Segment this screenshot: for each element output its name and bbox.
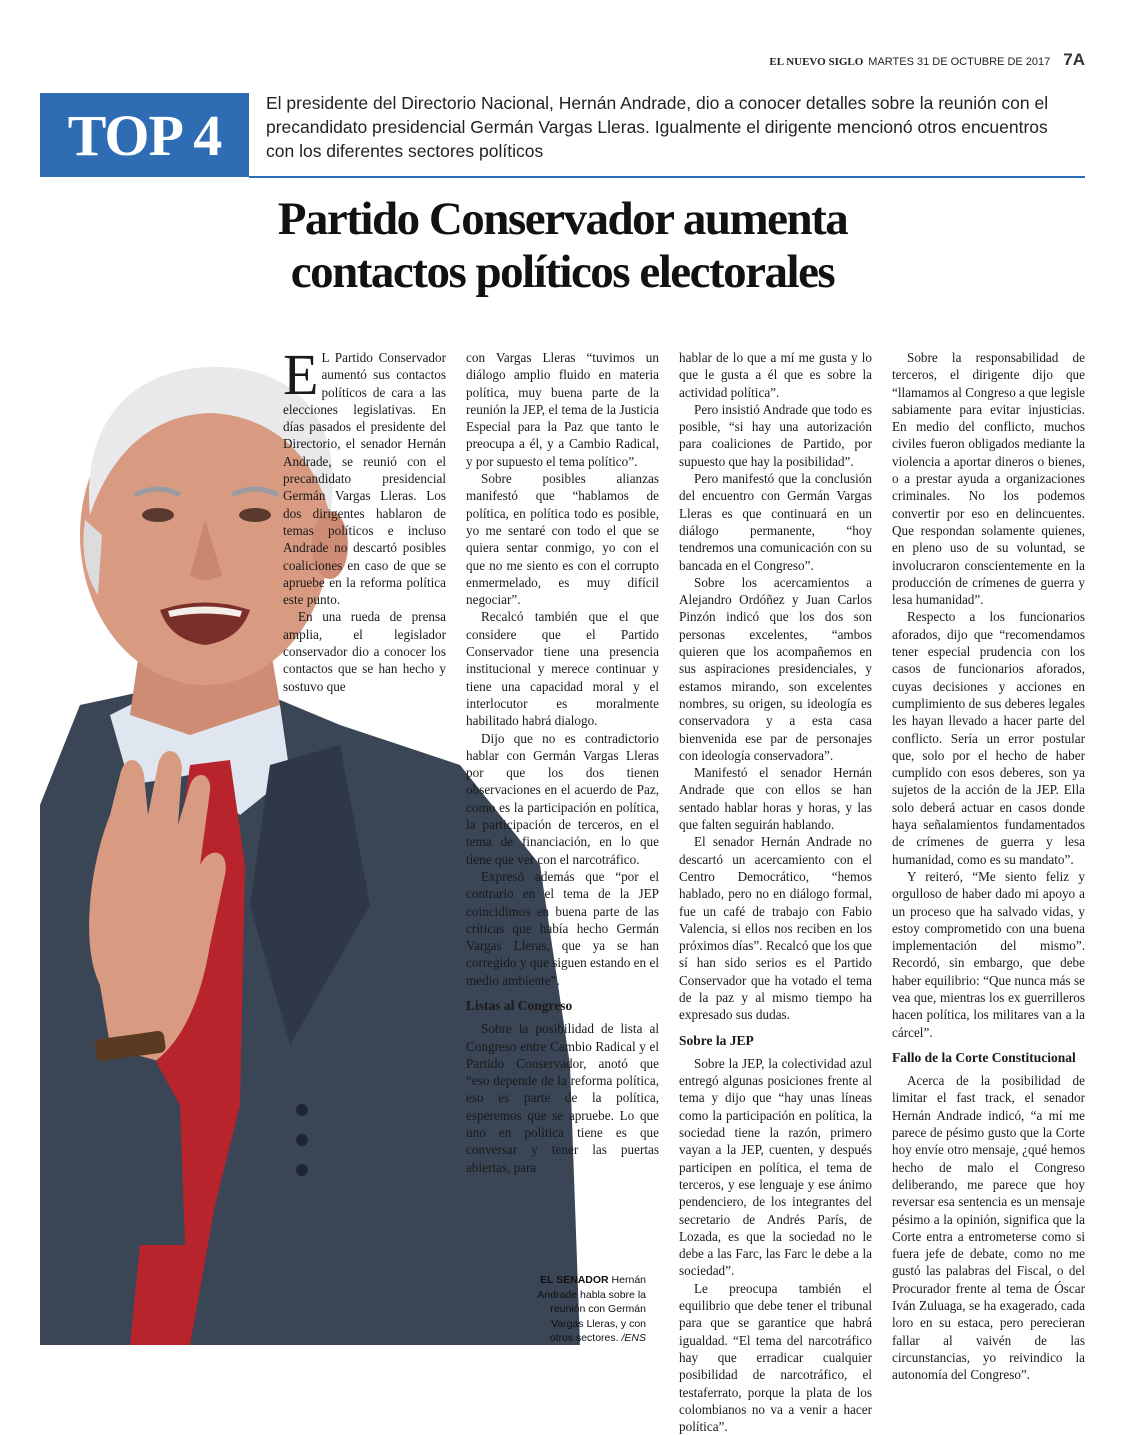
- article-paragraph: En una rueda de prensa amplia, el legislador conservador dio a conocer los contactos que se han hecho y sostuvo que: [283, 609, 446, 694]
- subheading-jep: Sobre la JEP: [679, 1032, 754, 1048]
- article-paragraph: Recalcó también que el que considere que el Partido Conservador tiene una presencia institucional y merece continuar y tiene una capacidad moral y el interlocutor es moralmente habilitado habrá dialogo.: [466, 609, 659, 729]
- top-label-box: [40, 93, 249, 177]
- article-paragraph: Dijo que no es contradictorio hablar con Germán Vargas Lleras por que los dos tienen observaciones en el acuerdo de Paz, como es la participación en política, la participación de terceros, en el tema de financiación, en lo que tiene que ver con el narcotráfico.: [466, 730, 659, 867]
- caption-credit: /ENS: [621, 1332, 646, 1344]
- page-number: 7A: [1063, 50, 1085, 69]
- headline-line-2: contactos políticos electorales: [290, 246, 835, 298]
- article-paragraph: Sobre la posibilidad de lista al Congreso entre Cambio Radical y el Partido Conservador, anotó que “eso depende de la reforma política, eso es parte de la política, esperemos que se apruebe. Lo que uno en política tiene es que conversar y tener las puertas abiertas, para: [466, 1021, 659, 1175]
- summary-text: El presidente del Directorio Nacional, Hernán Andrade, dio a conocer detalles sobre la reunión con el precandidato presidencial Germán Vargas Lleras. Igualmente el dirigente mencionó otros encuentros con los diferentes sectores políticos: [266, 93, 1049, 161]
- headline-line-1: Partido Conservador aumenta: [277, 193, 848, 245]
- subheading-listas: Listas al Congreso: [466, 997, 573, 1013]
- article-column-4: [892, 349, 1085, 1384]
- article-paragraph: Sobre los acercamientos a Alejandro Ordóñez y Juan Carlos Pinzón indicó que los dos son personas excelentes, “ambos quieren que los acompañemos en sus aspiraciones presidenciales, y estamos mirando, son excelentes nombres, su origen, su ideología es conservadora y a esta casa bienvenida ese par de personajes con ideología conservadora”.: [679, 574, 872, 763]
- article-paragraph: con Vargas Lleras “tuvimos un diálogo amplio fluido en materia política, muy buena parte de la reunión la JEP, el tema de la Justicia Especial para la Paz que tanto le preocupa a él, y a Cambio Radical, y por supuesto el tema político”.: [466, 350, 659, 469]
- article-paragraph: Respecto a los funcionarios aforados, dijo que “recomendamos tener especial prudencia con los casos de funcionarios aforados, cuyas decisiones y acciones en cumplimiento de sus deberes legales les hayan llevado a hacer parte del conflicto. Sería un error postular que, solo por el hecho de haber cumplido con esos deberes, son ya sujetos de la acción de la JEP. Ella solo deberá actuar en casos donde haya señalamientos fundamentados de crímenes de guerra y lesa humanidad, como es su mandato”.: [892, 609, 1085, 867]
- photo-caption: [528, 1273, 646, 1346]
- newspaper-name: EL NUEVO SIGLO: [769, 56, 864, 68]
- article-column-3: [679, 349, 872, 1435]
- article-paragraph: Le preocupa también el equilibrio que debe tener el tribunal para que se garantice que habrá igualdad. “El tema del narcotráfico hay que erradicar cualquier posibilidad de narcotráfico, el testaferrato, porque la plata de los colombianos no va a venir a hacer política”.: [679, 1280, 872, 1435]
- caption-text: Hernán Andrade habla sobre la reunión con Germán Vargas Lleras, y con otros sectores.: [537, 1274, 646, 1344]
- drop-cap: E: [283, 342, 319, 407]
- article-paragraph: Acerca de la posibilidad de limitar el fast track, el senador Hernán Andrade indicó, “a mí me parece de pésimo gusto que la Corte hoy envíe otro mensaje, ¿qué hemos hecho de malo el Congreso deliberando, me parece que hoy reversar esa sentencia es un mensaje pésimo a la opinión, significa que la Corte entra a entrometerse como si fuera jefe de debate, como no me gustó las palabras del Fiscal, o del Procurador frente al tema de Óscar Iván Zuluaga, se ha exagerado, cada loro en su estaca, pero perecieran fallar al vaivén de las circunstancias, yo reivindico la autonomía del Congreso”.: [892, 1073, 1085, 1383]
- top-label: TOP 4: [67, 102, 222, 168]
- issue-date: MARTES 31 DE OCTUBRE DE 2017: [868, 56, 1051, 68]
- article-paragraph: Sobre la responsabilidad de terceros, el dirigente dijo que “llamamos al Congreso a que legisle sabiamente para evitar injusticias. En medio del conflicto, muchos civiles fueron obligados mediante la violencia a aportar dineros o bienes, o a prestar ayuda a organizaciones criminales. No los podemos convertir por eso en delincuentes. Que respondan solamente quienes, en pleno uso de su voluntad, se involucraron conscientemente en la producción de crímenes de guerra y lesa humanidad”.: [892, 350, 1085, 608]
- headline: [120, 193, 1005, 299]
- article-paragraph: hablar de lo que a mí me gusta y lo que le gusta a él que es sobre la actividad política”.: [679, 350, 872, 400]
- article-paragraph: Manifestó el senador Hernán Andrade que con ellos se han sentado hablar horas y horas, y las que falten seguirán hablando.: [679, 765, 872, 833]
- article-paragraph: Pero insistió Andrade que todo es posible, “si hay una autorización para coaliciones de Partido, por supuesto que hay la posibilidad”.: [679, 401, 872, 469]
- subheading-fallo-corte: Fallo de la Corte Constitucional: [892, 1049, 1076, 1065]
- lead-text: L Partido Conservador aumentó sus contactos políticos de cara a las elecciones legislativas. En días pasados el presidente del Directorio, el senador Hernán Andrade, se reunió con el precandidato presidencial Germán Vargas Lleras. Los dos dirigentes hablaron de temas políticos e incluso Andrade no descartó posibles coaliciones en caso de que se apruebe en la reforma política este punto.: [283, 350, 446, 608]
- article-paragraph: Expresó además que “por el contrario en el tema de la JEP coincidimos en buena parte de las críticas que había hecho Germán Vargas Lleras, que ya se han corregido y que siguen estando en el medio ambiente”.: [466, 868, 659, 988]
- caption-lead: EL SENADOR: [539, 1274, 609, 1286]
- article-paragraph: Y reiteró, “Me siento feliz y orgulloso de haber dado mi apoyo a un proceso que ha salvado vidas, y estoy comprometido con una buena implementación del mismo”. Recordó, sin embargo, que debe haber equilibrio: “Que nunca más se vea que, mientras los ex guerrilleros hacen política, los militares van a la cárcel”.: [892, 868, 1085, 1040]
- article-column-1: [283, 342, 446, 695]
- masthead: [769, 50, 1085, 70]
- article-paragraph: Sobre posibles alianzas manifestó que “hablamos de política, en política todo es posible, yo me sentaré con todo el que se quiera sentar conmigo, yo con el que no me siento es con el corrupto enmermelado, es muy difícil negociar”.: [466, 471, 659, 608]
- article-paragraph: El senador Hernán Andrade no descartó un acercamiento con el Centro Democrático, “hemos hablado, pero no en diálogo formal, fue un café de trabajo con Fabio Valencia, si ellos nos reciben en los próximos días”. Recalcó que los que sí han sido serios es el Partido Conservador que ha votado el tema de la paz y al mismo tiempo ha expresado sus dudas.: [679, 834, 872, 1023]
- article-paragraph: Sobre la JEP, la colectividad azul entregó algunas posiciones frente al tema y dijo que “hay unas líneas como la participación en política, la sociedad tiene la razón, primero vayan a la JEP, cuenten, y después participen en política, el tema de terceros, y ese lenguaje y ese ánimo pendenciero, de los integrantes del secretario de Andrés París, de Lozada, es que la sociedad no le debe a las Farc, las Farc le debe a la sociedad”.: [679, 1055, 872, 1279]
- article-paragraph: Pero manifestó que la conclusión del encuentro con Germán Vargas Lleras es que continuará en un diálogo permanente, “hoy tendremos una comunicación con su bancada en el Congreso”.: [679, 471, 872, 573]
- article-column-2: [466, 349, 659, 1176]
- summary-underline: [249, 176, 1085, 178]
- article-paragraph: [283, 342, 446, 608]
